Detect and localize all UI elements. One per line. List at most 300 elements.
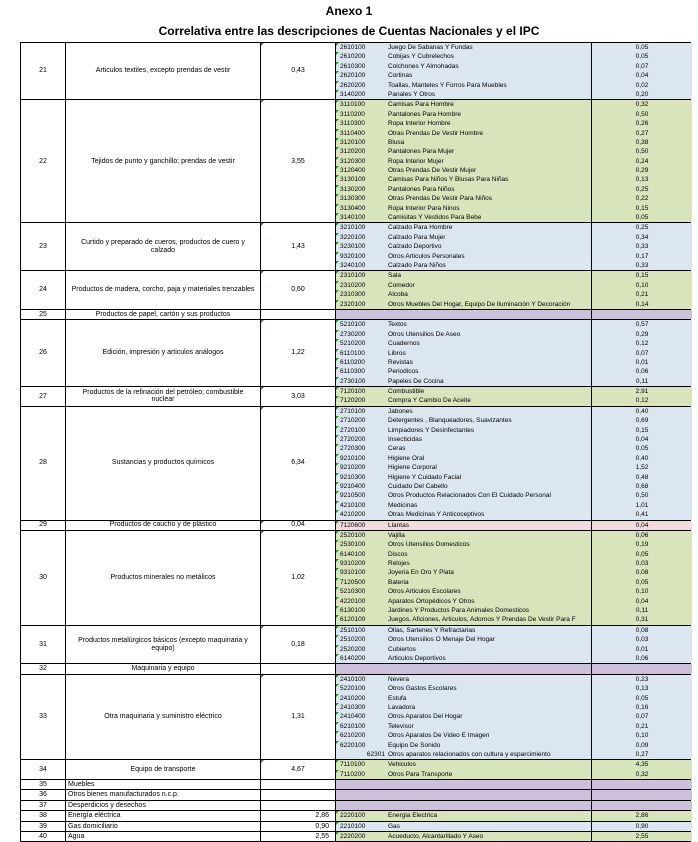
item-value: 0,17 [591,252,692,261]
item-value: 0,90 [591,822,692,831]
item-row [336,521,692,530]
cell-marker-icon [336,90,339,93]
group-value [261,531,336,625]
group-description: Otra maquinaria y suministro eléctrico [66,675,261,760]
item-row [336,416,692,425]
group-value [261,664,336,673]
item-value: 0,68 [591,482,692,491]
group-row-22 [21,99,690,222]
group-description: Equipo de transporte [66,760,261,779]
item-code [336,339,386,348]
item-value: 0,29 [591,330,692,339]
group-items [336,626,692,664]
group-row-37 [21,800,690,810]
item-code [336,597,386,606]
item-name: Alcoba [388,291,408,299]
group-value [261,801,336,810]
item-code [336,454,386,463]
cell-marker-icon [336,43,339,46]
cell-marker-icon [336,100,339,103]
cell-marker-icon [336,320,339,323]
item-code [336,300,386,309]
cell-marker-icon [336,473,339,476]
item-name: Otros Utensilios Domesticos [388,541,470,549]
item-row [336,559,692,568]
group-value [261,811,336,820]
group-value-text: 1,02 [291,574,305,582]
item-value: 0,25 [591,223,692,232]
item-value: 0,01 [591,358,692,367]
item-name: Otras Medicinas Y Anticoceptivos [388,511,485,519]
item-code-text: 7110200 [340,770,365,778]
item-code-text: 6210200 [340,732,366,740]
item-row [336,300,692,309]
group-value-text: 2,86 [315,812,329,820]
item-code-text: 3110400 [340,129,365,137]
item-code-text: 2320100 [340,300,366,308]
item-code-text: 6130100 [340,607,366,615]
item-code-text: 2520200 [340,645,366,653]
item-row [336,396,692,405]
cell-marker-icon [336,358,339,361]
item-name: Otros Aparatos De Video E Imagen [388,732,490,740]
item-name: Higiene Corporal [388,464,437,472]
item-code-text: 4210200 [340,511,366,519]
cell-marker-icon [261,760,264,763]
item-code-text: 3140200 [340,90,366,98]
item-code [336,435,386,444]
item-code [336,194,386,203]
item-code-text: 2220200 [340,833,366,841]
correlation-table [20,42,691,842]
item-value: 0,05 [591,52,692,61]
item-value: 4,35 [591,760,692,769]
item-name: Vajilla [388,531,405,539]
cell-marker-icon [336,482,339,485]
item-code [336,223,386,232]
item-code [336,90,386,99]
group-description: Productos de papel, cartón y sus productos [66,310,261,319]
group-number: 22 [21,100,66,222]
item-value: 0,11 [591,606,692,615]
item-code [336,138,386,147]
cell-marker-icon [336,166,339,169]
cell-marker-icon [336,694,339,697]
group-items [336,760,692,779]
item-row [336,377,692,386]
item-row [336,654,692,663]
item-value: 2,55 [591,832,692,841]
item-code-text: 3110300 [340,120,365,128]
cell-marker-icon [336,110,339,113]
cell-marker-icon [336,454,339,457]
group-items [336,822,692,831]
item-name: Medicinas [388,501,418,509]
item-row [336,233,692,242]
item-name: Ollas, Sartenes Y Refractarias [388,626,476,634]
item-value: 0,24 [591,157,692,166]
item-name [386,790,591,799]
item-row [336,760,692,769]
item-code-text: 2520100 [340,531,366,539]
cell-marker-icon [336,349,339,352]
item-row [336,138,692,147]
item-name: Papeles De Cocina [388,377,444,385]
cell-marker-icon [336,271,339,274]
item-value: 0,23 [591,675,692,684]
group-value [261,320,336,386]
group-description: Productos minerales no metálicos [66,531,261,625]
cell-marker-icon [336,62,339,65]
item-code [336,261,386,270]
item-code-text: 2620100 [340,72,366,80]
item-code [336,501,386,510]
item-row [336,261,692,270]
item-code [336,568,386,577]
item-code-text: 3130300 [340,195,366,203]
item-row [336,349,692,358]
item-value: 0,02 [591,81,692,90]
item-code-text: 4220100 [340,597,366,605]
item-code [336,52,386,61]
item-name: Pantalones Para Hombre [388,110,461,118]
item-row [336,770,692,779]
group-description: Productos de madera, corcho, paja y materiales trenzables [66,271,261,309]
item-value: 0,21 [591,722,692,731]
item-code [336,712,386,721]
group-items [336,675,692,760]
item-row [336,435,692,444]
item-row [336,482,692,491]
item-value: 0,41 [591,510,692,519]
item-code [336,213,386,222]
group-value-text: 0,04 [291,521,305,529]
item-value: 0,40 [591,454,692,463]
item-value: 0,26 [591,119,692,128]
group-row-40 [21,831,690,841]
group-number: 31 [21,626,66,664]
item-row [336,110,692,119]
item-code-text: 2730200 [340,330,366,338]
item-code [336,310,386,319]
item-name: Otras Prendas De Vestir Para Niños [388,195,493,203]
cell-marker-icon [336,185,339,188]
item-value: 1,52 [591,463,692,472]
item-row [336,694,692,703]
item-row [336,157,692,166]
group-description: Articulos textiles, excepto prendas de vestir [66,43,261,99]
item-row [336,129,692,138]
item-code-text: 3120400 [340,167,366,175]
group-number: 35 [21,780,66,789]
item-name: Gas [388,822,400,830]
item-code-text: 3210100 [340,224,366,232]
cell-marker-icon [336,654,339,657]
item-code [336,377,386,386]
item-name: Acueducto, Alcantarillado Y Aseo [388,833,484,841]
item-name: Articulos Deportivos [388,655,446,662]
item-code-text: 2210100 [340,822,366,830]
item-value: 0,33 [591,261,692,270]
cell-marker-icon [336,731,339,734]
item-name: Periodicos [388,368,419,376]
group-number: 33 [21,675,66,760]
cell-marker-icon [336,597,339,600]
cell-marker-icon [336,491,339,494]
item-code-text: 6140200 [340,655,366,662]
group-row-39 [21,821,690,831]
item-code [336,473,386,482]
group-row-26 [21,319,690,386]
cell-marker-icon [336,587,339,590]
group-description: Productos de la refinación del petróleo; combustible nuclear [66,387,261,406]
item-value: 2,86 [591,811,692,820]
cell-marker-icon [336,281,339,284]
item-code-text: 5220100 [340,685,366,693]
item-code [336,175,386,184]
item-value: 0,13 [591,684,692,693]
cell-marker-icon [336,531,339,534]
group-row-24 [21,270,690,309]
item-code [336,731,386,740]
item-name: Televisor [388,722,414,730]
item-code-text: 2610200 [340,53,366,61]
item-code [336,550,386,559]
item-name: Otros Articulos Escolares [388,588,461,596]
item-code [336,119,386,128]
item-value: 0,38 [591,138,692,147]
group-value-text: 0,90 [315,822,329,830]
cell-marker-icon [336,822,339,825]
item-name: Ropa Interior Para Ninos [388,204,460,212]
item-name: Equipo De Sonido [388,741,441,749]
group-row-28 [21,406,690,520]
item-name: Libros [388,349,406,357]
item-name: Cortinas [388,72,413,80]
item-code-text: 3110200 [340,110,365,118]
item-row [336,426,692,435]
group-number: 40 [21,832,66,841]
item-code [336,444,386,453]
cell-marker-icon [336,396,339,399]
item-name: Ropa Interior Hombre [388,120,451,128]
item-code [336,367,386,376]
item-name [386,664,591,673]
item-row [336,81,692,90]
cell-marker-icon [336,339,339,342]
group-value-text: 3,55 [291,157,305,165]
item-code [336,204,386,213]
item-value: 0,06 [591,367,692,376]
cell-marker-icon [336,367,339,370]
cell-marker-icon [336,204,339,207]
item-code-text: 3120100 [340,138,366,146]
cell-marker-icon [261,387,264,390]
item-code-text: 2530100 [340,541,366,549]
item-name: Otros Productos Relacionados Con El Cuidado Personal [388,492,551,500]
item-value [591,780,692,789]
item-row [336,675,692,684]
item-value: 0,48 [591,473,692,482]
item-code-text: 2510200 [340,636,366,644]
item-code-text: 2720200 [340,436,366,444]
item-value: 2,91 [591,387,692,396]
item-code [336,166,386,175]
item-row [336,166,692,175]
item-name: Colchones Y Almohadas [388,62,459,70]
item-code [336,790,386,799]
item-value: 0,32 [591,100,692,109]
group-value [261,822,336,831]
item-row [336,194,692,203]
item-value: 0,34 [591,233,692,242]
item-code [336,62,386,71]
item-name: Textos [388,321,407,329]
cell-marker-icon [336,463,339,466]
item-value: 0,15 [591,271,692,280]
cell-marker-icon [261,407,264,410]
item-row [336,606,692,615]
item-name: Otros Para Transporte [388,770,453,778]
cell-marker-icon [336,71,339,74]
group-description: Productos metalúrgicos básicos (excepto maquinaria y equipo) [66,626,261,664]
item-name: Combustible [388,388,425,396]
item-value: 0,16 [591,703,692,712]
item-code [336,521,386,530]
filler-row [336,790,692,799]
cell-marker-icon [336,626,339,629]
item-name: Otros Utensilios O Menaje Del Hogar [388,636,495,644]
item-code [336,320,386,329]
item-code [336,463,386,472]
cell-marker-icon [336,684,339,687]
item-value: 0,21 [591,290,692,299]
item-code [336,110,386,119]
item-name: Otras Prendas De Vestir Hombre [388,129,484,137]
group-description: Desperdicios y desechos [66,801,261,810]
item-row [336,597,692,606]
item-row [336,358,692,367]
item-value [591,310,692,319]
item-name: Pantalones Para Niños [388,185,455,193]
item-row [336,100,692,109]
item-name [386,780,591,789]
cell-marker-icon [336,510,339,513]
item-value: 0,08 [591,626,692,635]
cell-marker-icon [336,407,339,410]
item-code [336,482,386,491]
item-value: 0,57 [591,320,692,329]
item-name: Insecticidas [388,436,422,444]
item-code-text: 5210300 [340,588,366,596]
item-code [336,252,386,261]
item-code-text: 2510100 [340,626,366,634]
group-value-text: 4,67 [291,765,305,773]
item-row [336,71,692,80]
item-row [336,271,692,280]
group-number: 37 [21,801,66,810]
cell-marker-icon [336,540,339,543]
item-row [336,750,692,759]
filler-row [336,664,692,673]
item-row [336,387,692,396]
item-code-text: 2720300 [340,445,366,453]
item-value: 0,04 [591,521,692,530]
item-name: Pantalones Para Mujer [388,148,455,156]
item-code [336,635,386,644]
item-value: 0,33 [591,242,692,251]
cell-marker-icon [336,568,339,571]
group-row-33 [21,674,690,760]
item-code [336,578,386,587]
cell-marker-icon [336,675,339,678]
item-value: 0,04 [591,71,692,80]
cell-marker-icon [336,242,339,245]
item-value: 0,12 [591,339,692,348]
item-row [336,407,692,416]
group-items [336,387,692,406]
item-value: 0,13 [591,175,692,184]
item-code [336,606,386,615]
group-description: Sustancias y productos químicos [66,407,261,520]
item-code [336,654,386,663]
item-value [591,801,692,810]
cell-marker-icon [336,290,339,293]
item-row [336,281,692,290]
item-code-text: 2610100 [340,44,366,51]
item-code [336,684,386,693]
cell-marker-icon [336,501,339,504]
item-code [336,416,386,425]
item-row [336,290,692,299]
item-code-text: 3130100 [340,176,366,184]
item-name: Jabones [388,407,413,415]
item-value: 0,25 [591,185,692,194]
item-value: 0,01 [591,645,692,654]
group-value [261,790,336,799]
item-code [336,407,386,416]
item-code-text: 9210100 [340,454,366,462]
item-code-text: 6210100 [340,722,366,730]
group-description: Edición, impresión y articulos análogos [66,320,261,386]
item-code-text: 6120100 [340,616,366,624]
item-code [336,770,386,779]
group-value-text: 0,18 [291,640,305,648]
item-code [336,147,386,156]
group-number: 30 [21,531,66,625]
item-name: Llantas [388,521,409,529]
item-code-text: 7120500 [340,578,366,586]
item-code [336,760,386,769]
cell-marker-icon [336,741,339,744]
cell-marker-icon [336,387,339,390]
item-row [336,703,692,712]
item-value: 0,07 [591,62,692,71]
item-name: Cobijas Y Cubrelechos [388,53,454,61]
cell-marker-icon [336,426,339,429]
item-value: 0,03 [591,635,692,644]
item-name: Joyeria En Oro Y Plata [388,569,454,577]
item-value: 0,20 [591,90,692,99]
item-value: 0,05 [591,43,692,52]
group-number: 29 [21,521,66,530]
item-code [336,426,386,435]
item-row [336,568,692,577]
item-value: 0,04 [591,597,692,606]
item-name: Discos [388,550,408,558]
item-code [336,233,386,242]
group-description: Gas domiciliario [66,822,261,831]
